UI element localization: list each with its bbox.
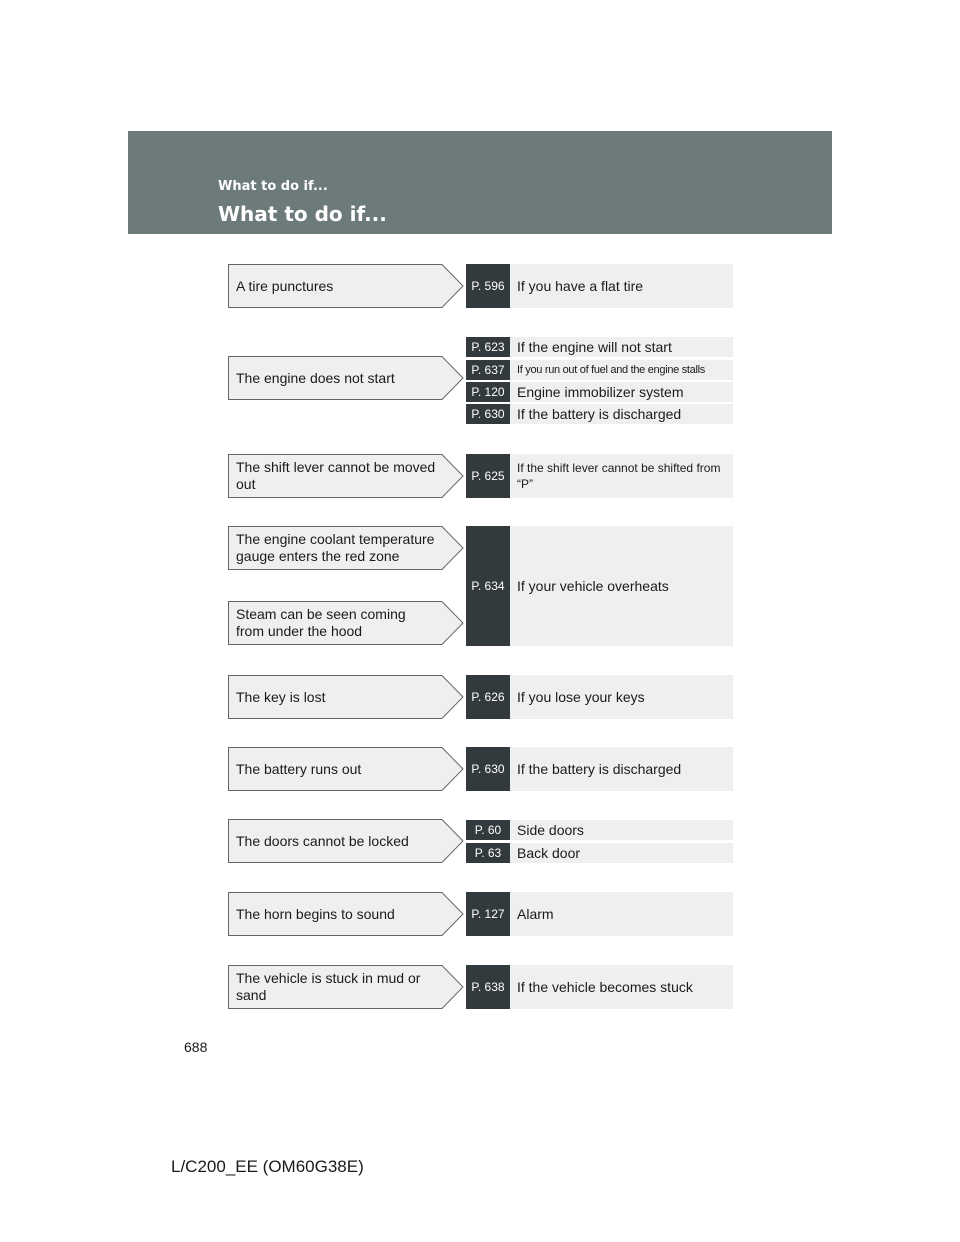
solution-item[interactable] <box>466 360 733 380</box>
solution-label: Alarm <box>517 906 554 922</box>
symptom-text: The key is lost <box>236 688 326 705</box>
page-reference[interactable]: P. 630 <box>466 747 510 791</box>
symptom-text: The engine coolant temperature gauge enters the red zone <box>236 531 435 564</box>
symptom-text: The engine does not start <box>236 369 395 386</box>
solution-item[interactable] <box>466 747 733 791</box>
solution-label: If the shift lever cannot be shifted from “P” <box>517 461 721 491</box>
page-reference[interactable]: P. 120 <box>466 382 510 402</box>
symptom-text: Steam can be seen coming from under the hood <box>236 606 406 639</box>
symptom-box <box>228 454 464 498</box>
symptom-box <box>228 526 464 570</box>
solution-label: If the battery is discharged <box>517 761 682 777</box>
page-reference[interactable]: P. 596 <box>466 264 510 308</box>
page-reference[interactable]: P. 623 <box>466 337 510 357</box>
symptom-box <box>228 892 464 936</box>
page-reference[interactable]: P. 127 <box>466 892 510 936</box>
solution-label: If you run out of fuel and the engine stalls <box>517 364 705 376</box>
page-title: What to do if... <box>218 202 387 226</box>
symptom-box <box>228 356 464 400</box>
symptom-box <box>228 819 464 863</box>
symptom-box <box>228 747 464 791</box>
symptom-box <box>228 675 464 719</box>
solution-item[interactable] <box>466 337 733 357</box>
solution-label: If you lose your keys <box>517 689 645 705</box>
solution-item[interactable] <box>466 404 733 424</box>
symptom-text: The vehicle is stuck in mud or sand <box>236 970 421 1003</box>
solution-item[interactable] <box>466 675 733 719</box>
header-subtitle: What to do if... <box>218 179 328 194</box>
symptom-text: A tire punctures <box>236 277 334 294</box>
section-header <box>128 131 832 234</box>
symptom-box <box>228 264 464 308</box>
solution-item[interactable] <box>466 526 733 646</box>
solution-item[interactable] <box>466 843 733 863</box>
solution-item[interactable] <box>466 892 733 936</box>
page-reference[interactable]: P. 60 <box>466 820 510 840</box>
solution-label: Engine immobilizer system <box>517 384 684 400</box>
solution-label: If the engine will not start <box>517 339 672 355</box>
solution-label: If you have a flat tire <box>517 278 644 294</box>
page-reference[interactable]: P. 630 <box>466 404 510 424</box>
solution-item[interactable] <box>466 965 733 1009</box>
solution-label: Back door <box>517 845 581 861</box>
symptom-text: The battery runs out <box>236 760 362 777</box>
page-reference[interactable]: P. 637 <box>466 360 510 380</box>
page-reference[interactable]: P. 638 <box>466 965 510 1009</box>
solution-item[interactable] <box>466 454 733 498</box>
page-reference[interactable]: P. 626 <box>466 675 510 719</box>
document-code: L/C200_EE (OM60G38E) <box>171 1157 364 1176</box>
symptom-text: The shift lever cannot be moved out <box>236 459 436 492</box>
solution-item[interactable] <box>466 382 733 402</box>
solution-label: If the vehicle becomes stuck <box>517 979 693 995</box>
page-reference[interactable]: P. 625 <box>466 454 510 498</box>
solution-label: If the battery is discharged <box>517 406 682 422</box>
symptom-box <box>228 601 464 645</box>
solution-item[interactable] <box>466 820 733 840</box>
symptom-box <box>228 965 464 1009</box>
solution-item[interactable] <box>466 264 733 308</box>
page-number: 688 <box>184 1039 208 1055</box>
symptom-text: The doors cannot be locked <box>236 832 409 849</box>
symptom-text: The horn begins to sound <box>236 905 395 922</box>
solution-label: If your vehicle overheats <box>517 578 669 594</box>
solution-label: Side doors <box>517 822 584 838</box>
page-reference[interactable]: P. 634 <box>466 526 510 646</box>
page-reference[interactable]: P. 63 <box>466 843 510 863</box>
